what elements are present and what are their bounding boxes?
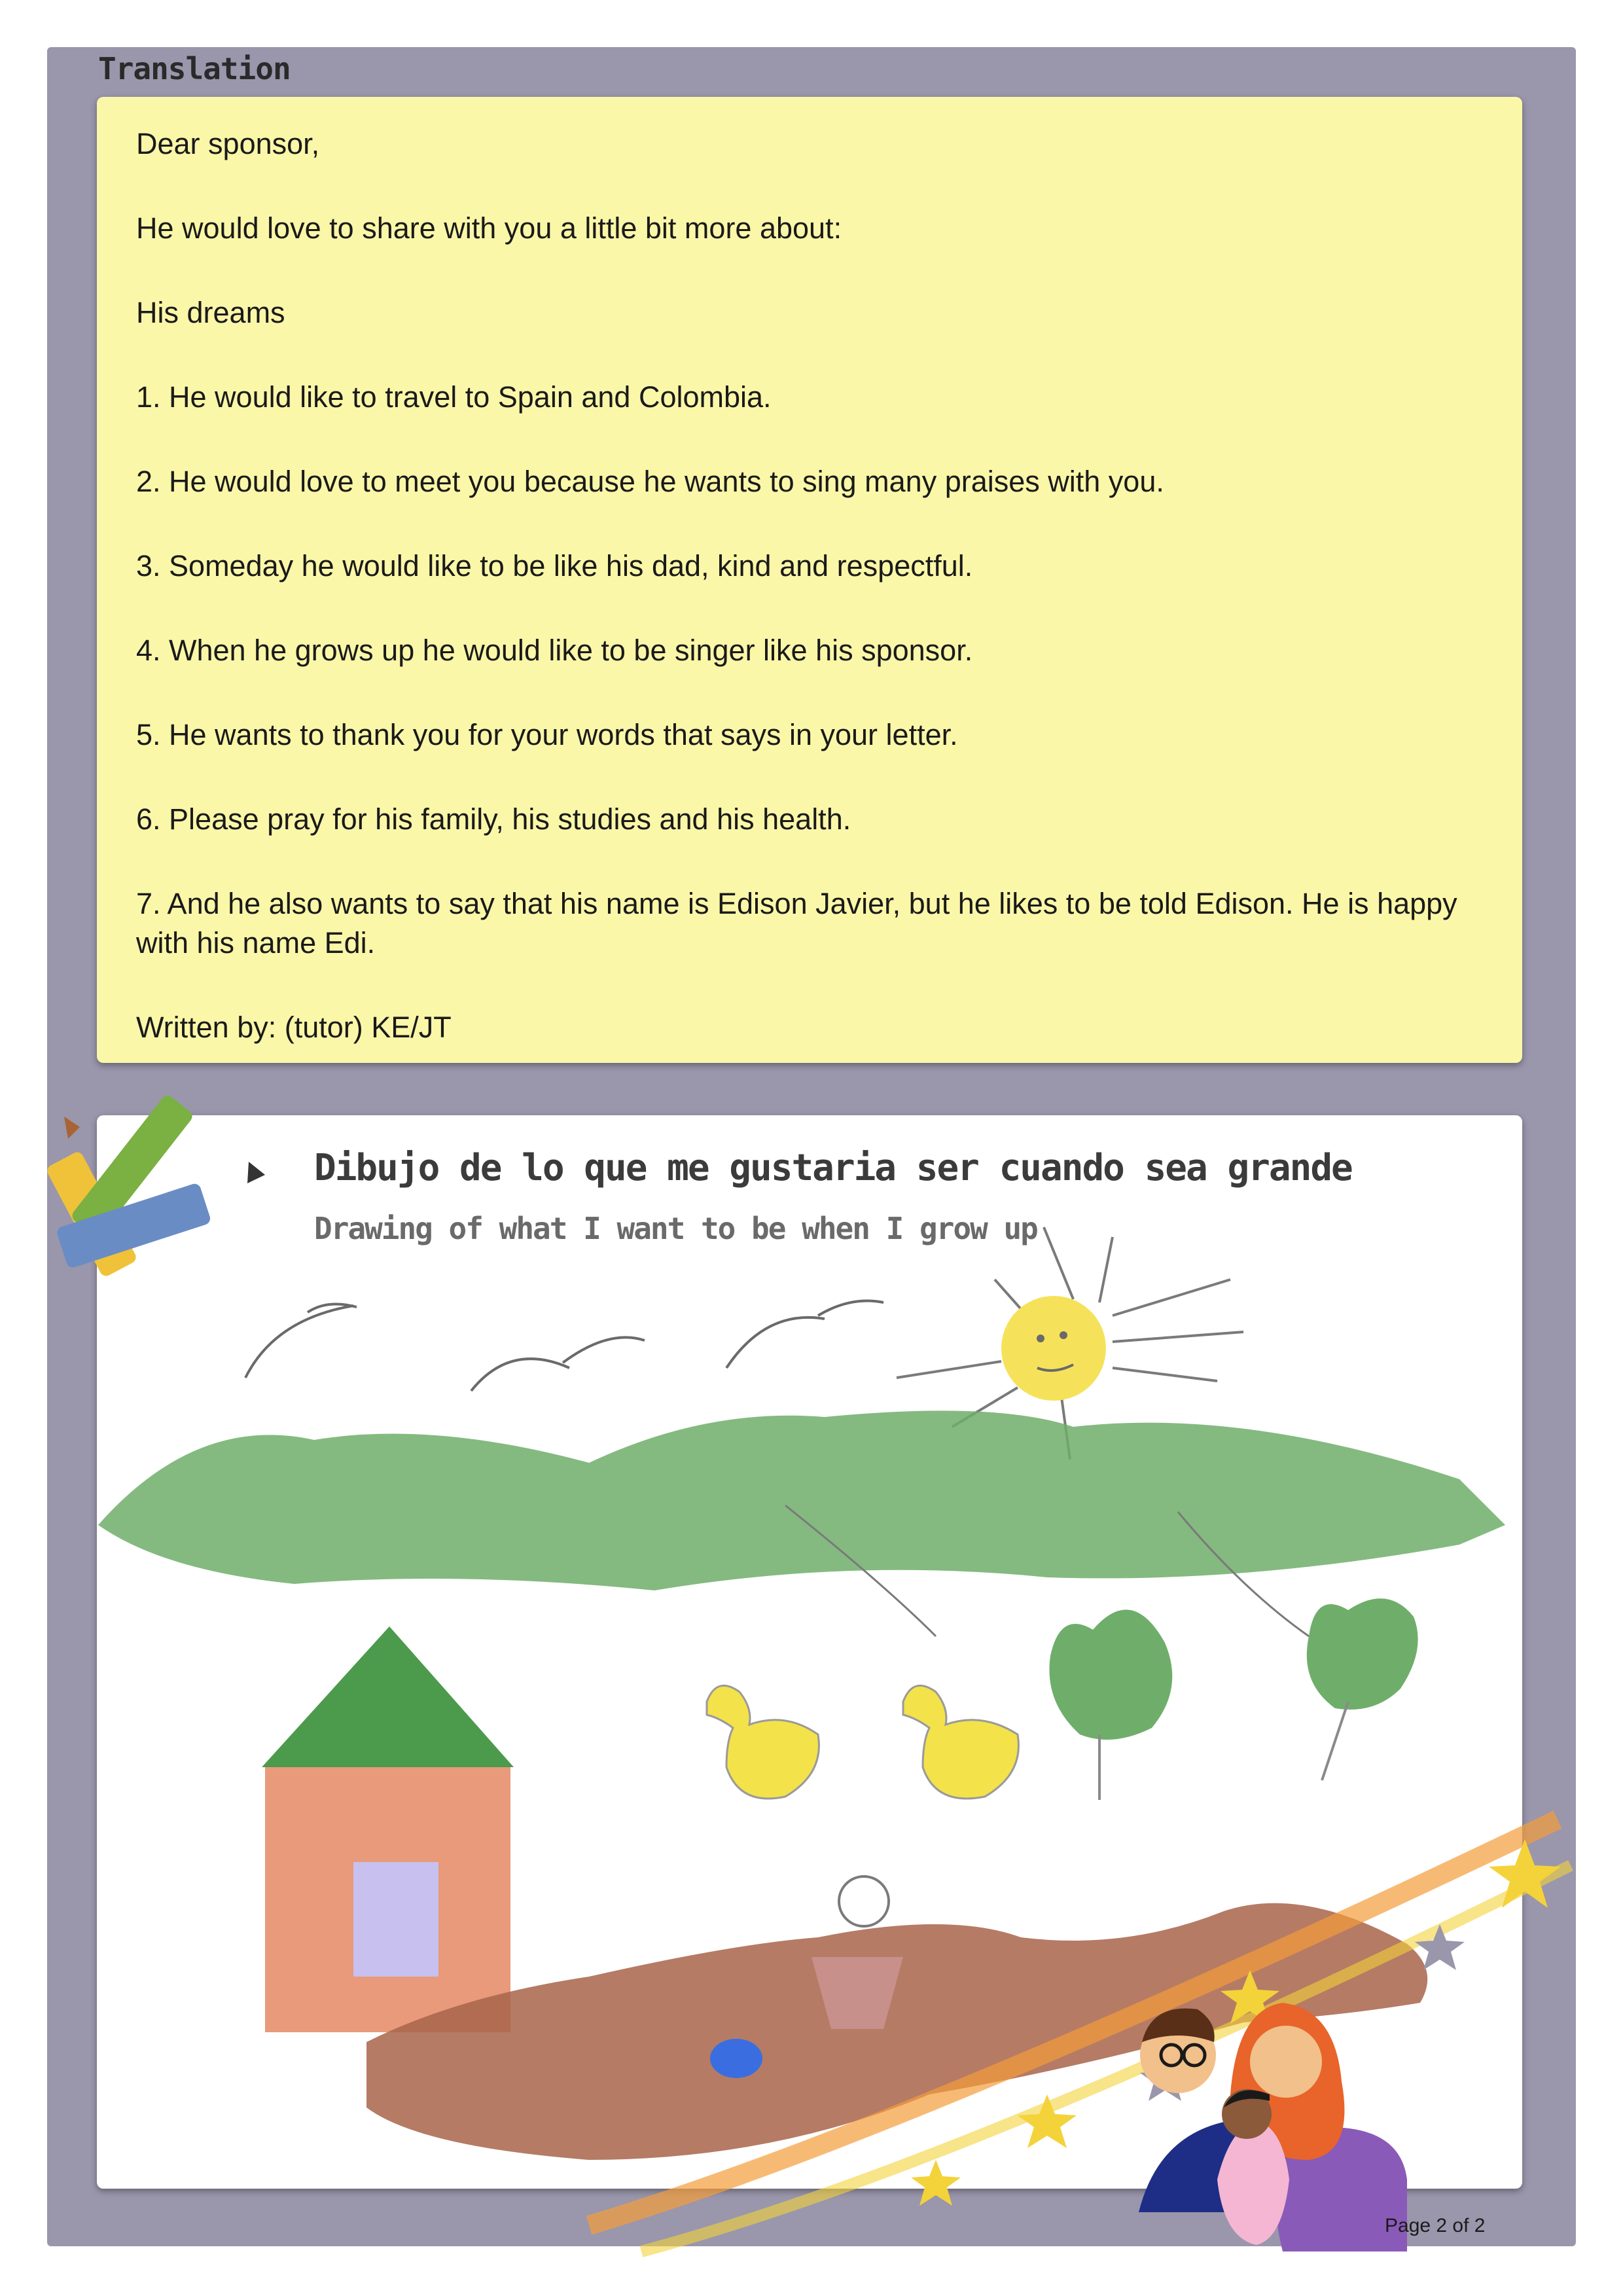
drawing-title-english: Drawing of what I want to be when I grow up xyxy=(314,1211,1037,1246)
drawing-title-spanish: Dibujo de lo que me gustaria ser cuando sea grande xyxy=(314,1147,1352,1189)
house-doodle xyxy=(262,1626,514,2032)
letter-item: 1. He would like to travel to Spain and Colombia. xyxy=(136,380,772,414)
letter-signature: Written by: (tutor) KE/JT xyxy=(136,1011,452,1044)
family-illustration xyxy=(1139,2003,1407,2251)
letter-item: 6. Please pray for his family, his studies and his health. xyxy=(136,802,851,836)
letter-item: 2. He would love to meet you because he wants to sing many praises with you. xyxy=(136,465,1164,498)
letter-intro: He would love to share with you a little bit more about: xyxy=(136,211,842,245)
letter-subheading: His dreams xyxy=(136,296,285,329)
letter-item: 4. When he grows up he would like to be singer like his sponsor. xyxy=(136,634,973,667)
ducks-doodle xyxy=(707,1685,1018,1799)
trees-doodle xyxy=(1049,1598,1418,1800)
letter-greeting: Dear sponsor, xyxy=(136,127,320,160)
letter-item: 7. And he also wants to say that his name is Edison Javier, but he likes to be told Edison. He is happy with his name Edi. xyxy=(136,887,1457,960)
green-hills xyxy=(98,1410,1505,1636)
pencils-icon xyxy=(45,1093,265,1278)
letter-item: 5. He wants to thank you for your words that says in your letter. xyxy=(136,718,958,751)
letter-item: 3. Someday he would like to be like his dad, kind and respectful. xyxy=(136,549,973,583)
page-number: Page 2 of 2 xyxy=(1385,2215,1486,2236)
section-label: Translation xyxy=(98,51,291,86)
birds-doodle xyxy=(245,1301,883,1391)
